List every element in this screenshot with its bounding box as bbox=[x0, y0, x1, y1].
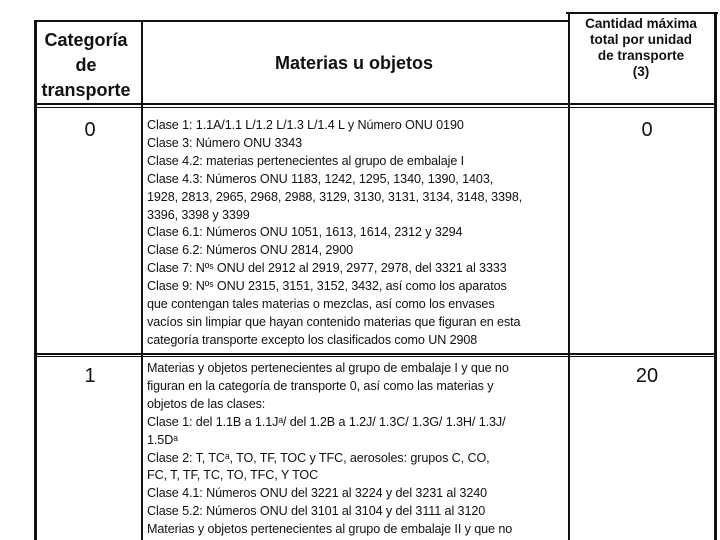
materials-line: 3396, 3398 y 3399 bbox=[147, 207, 250, 222]
header-category-line: de bbox=[75, 55, 97, 75]
materials-line: Clase 7: Nºˢ ONU del 2912 al 2919, 2977, 2978, del 3321 al 3333 bbox=[147, 261, 507, 276]
table-top-border-left bbox=[34, 20, 568, 22]
table-top-border bbox=[566, 12, 718, 14]
header-quantity-line: Cantidad máxima bbox=[585, 16, 697, 31]
row-divider-inner bbox=[34, 356, 717, 357]
row-divider bbox=[34, 353, 717, 355]
column-divider-1 bbox=[141, 20, 143, 540]
row-0-category: 0 bbox=[84, 119, 96, 141]
header-category-line: transporte bbox=[41, 80, 131, 100]
materials-line: Materias y objetos pertenecientes al grupo de embalaje II y que no bbox=[147, 522, 513, 537]
row-1-quantity: 20 bbox=[635, 365, 659, 387]
materials-line: Clase 4.1: Números ONU del 3221 al 3224 y del 3231 al 3240 bbox=[147, 486, 488, 501]
materials-line: Clase 1: 1.1A/1.1 L/1.2 L/1.3 L/1.4 L y Número ONU 0190 bbox=[147, 118, 464, 132]
materials-line: 1928, 2813, 2965, 2968, 2988, 3129, 3130, 3131, 3134, 3148, 3398, bbox=[147, 189, 523, 204]
materials-line: que contengan tales materias o mezclas, así como los envases bbox=[147, 297, 495, 312]
materials-line: vacíos sin limpiar que hayan contenido materias que figuran en esta bbox=[147, 314, 521, 329]
row-0-quantity: 0 bbox=[641, 119, 653, 141]
header-category-line: Categoría bbox=[44, 30, 128, 50]
materials-line: Materias y objetos pertenecientes al grupo de embalaje I y que no bbox=[147, 361, 509, 375]
header-quantity bbox=[566, 16, 716, 80]
materials-line: categoría transporte excepto los clasificados como UN 2908 bbox=[147, 332, 478, 347]
row-1-category: 1 bbox=[84, 365, 96, 387]
row-0-materials bbox=[147, 117, 571, 350]
materials-line: Clase 6.2: Números ONU 2814, 2900 bbox=[147, 243, 354, 258]
materials-line: Clase 1: del 1.1B a 1.1Jᵃ/ del 1.2B a 1.2J/ 1.3C/ 1.3G/ 1.3H/ 1.3J/ bbox=[147, 414, 506, 429]
materials-line: Clase 2: T, TCᵃ, TO, TF, TOC y TFC, aerosoles: grupos C, CO, bbox=[147, 450, 490, 465]
header-quantity-line: total por unidad bbox=[590, 32, 692, 47]
header-category bbox=[36, 28, 136, 103]
materials-line: Clase 9: Nºˢ ONU 2315, 3151, 3152, 3432, así como los aparatos bbox=[147, 279, 507, 294]
table-right-border bbox=[714, 12, 717, 540]
header-quantity-line: (3) bbox=[632, 64, 650, 79]
materials-line: Clase 6.1: Números ONU 1051, 1613, 1614, 2312 y 3294 bbox=[147, 225, 463, 240]
materials-line: 1.5Dᵃ bbox=[147, 432, 178, 447]
header-bottom-rule-inner bbox=[34, 107, 717, 108]
header-quantity-line: de transporte bbox=[597, 48, 685, 63]
header-materials: Materias u objetos bbox=[274, 53, 434, 73]
materials-line: Clase 4.3: Números ONU 1183, 1242, 1295, 1340, 1390, 1403, bbox=[147, 171, 494, 186]
materials-line: Clase 5.2: Números ONU del 3101 al 3104 y del 3111 al 3120 bbox=[147, 504, 486, 519]
row-1-materials bbox=[147, 360, 571, 539]
header-bottom-rule bbox=[34, 103, 717, 105]
materials-line: figuran en la categoría de transporte 0, así como las materias y bbox=[147, 378, 494, 393]
materials-line: Clase 3: Número ONU 3343 bbox=[147, 135, 303, 150]
materials-line: objetos de las clases: bbox=[147, 396, 266, 411]
materials-line: FC, T, TF, TC, TO, TFC, Y TOC bbox=[147, 468, 319, 483]
materials-line: Clase 4.2: materias pertenecientes al grupo de embalaje I bbox=[147, 153, 465, 168]
